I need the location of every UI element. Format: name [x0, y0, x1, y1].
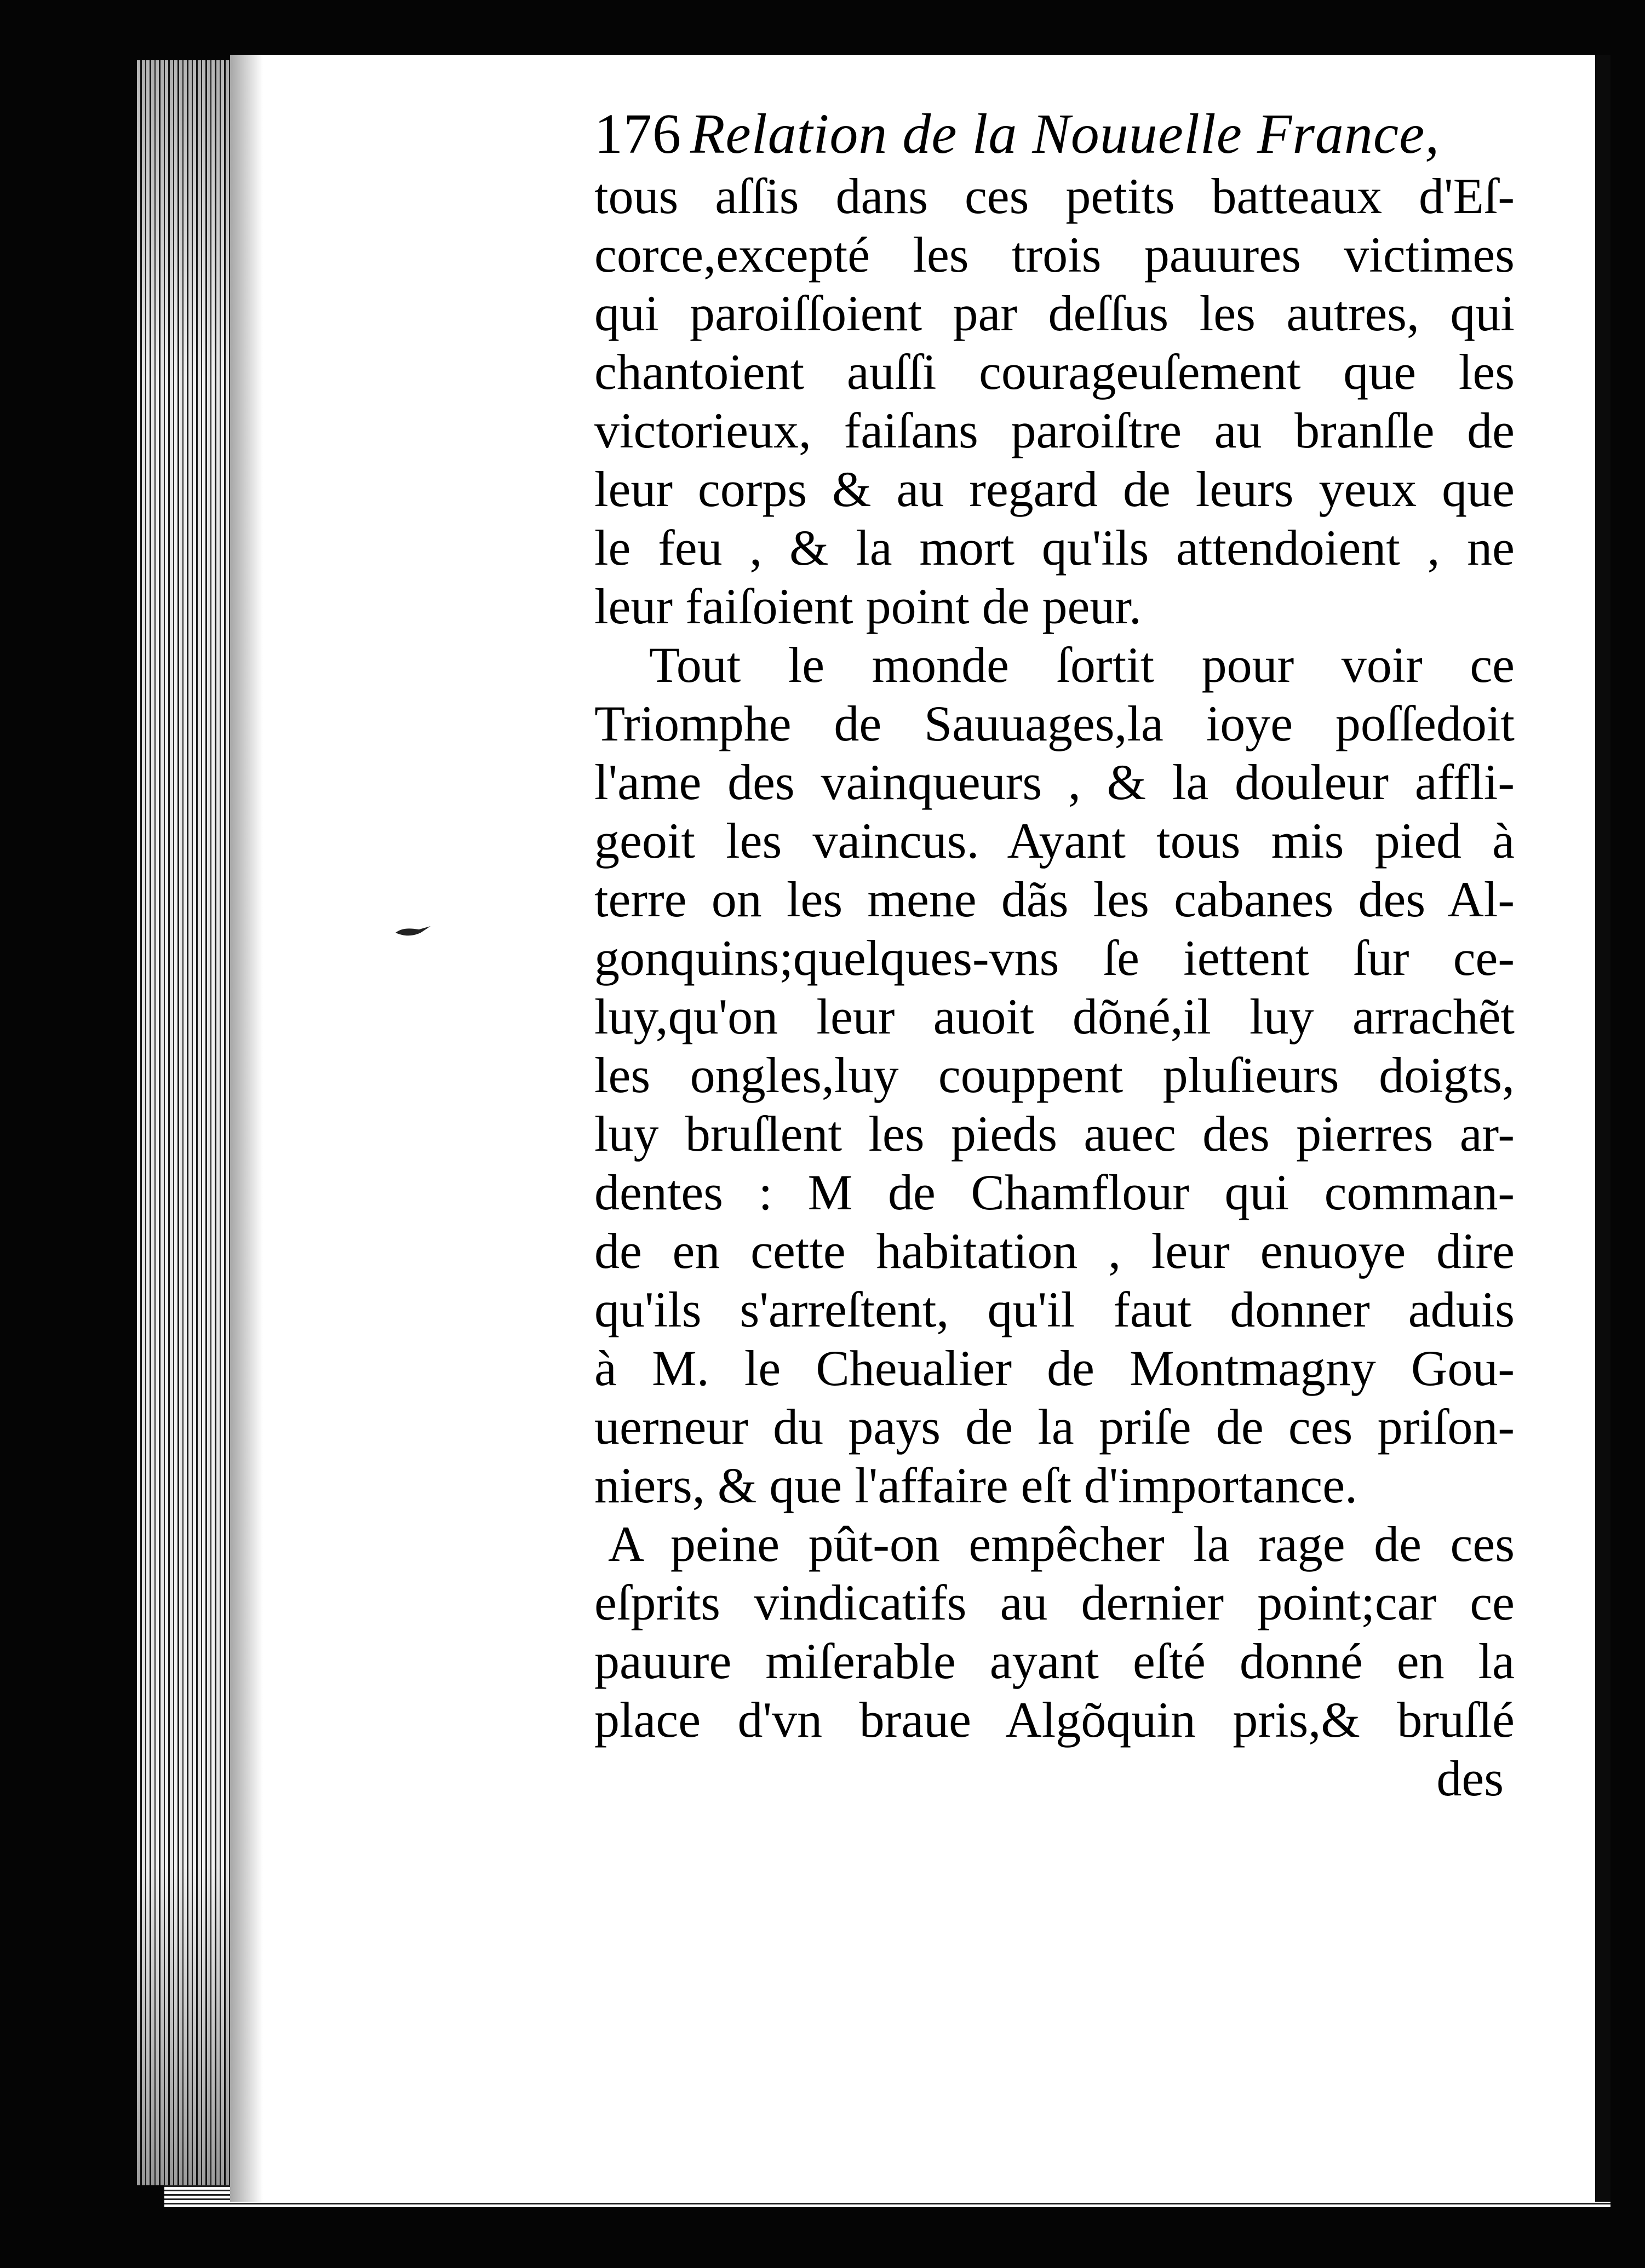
running-head	[594, 101, 1515, 167]
text-line: pauure miſerable ayant eſté donné en la	[594, 1633, 1515, 1689]
text-line: Triomphe de Sauuages,la ioye poſſedoit	[594, 696, 1515, 751]
text-line: gonquins;quelques-vns ſe iettent ſur ce-	[594, 930, 1515, 986]
catchword: des	[1436, 1750, 1504, 1806]
text-line: corce,excepté les trois pauures victimes	[594, 227, 1515, 283]
text-line: A peine pût-on empêcher la rage de ces	[608, 1516, 1515, 1572]
page-text	[594, 101, 1515, 1808]
book-page-edges	[137, 60, 241, 2185]
text-line: dentes : M de Chamflour qui comman-	[594, 1164, 1515, 1220]
paragraph-2	[594, 636, 1515, 1515]
text-line: chantoient auſſi courageuſement que les	[594, 344, 1515, 400]
running-title: Relation de la Nouuelle France,	[690, 102, 1440, 165]
text-line: terre on les mene dãs les cabanes des Al-	[594, 871, 1515, 927]
paragraph-1	[594, 167, 1515, 636]
paragraph-3	[594, 1515, 1515, 1749]
text-line: uerneur du pays de la priſe de ces priſon-	[594, 1399, 1515, 1455]
text-line: de en cette habitation , leur enuoye dire	[594, 1223, 1515, 1279]
text-line: victorieux, faiſans paroiſtre au branſle de	[594, 403, 1515, 458]
text-line: luy bruſlent les pieds auec des pierres ar-	[594, 1106, 1515, 1162]
text-line: Tout le monde ſortit pour voir ce	[649, 637, 1515, 693]
pointing-hand-mark	[394, 923, 433, 939]
text-line: qui paroiſſoient par deſſus les autres, qui	[594, 285, 1515, 341]
gutter-shadow	[230, 55, 263, 2202]
text-line: à M. le Cheualier de Montmagny Gou-	[594, 1340, 1515, 1396]
text-line: luy,qu'on leur auoit dõné,il luy arrachẽt	[594, 989, 1515, 1044]
text-line: eſprits vindicatifs au dernier point;car ce	[594, 1575, 1515, 1630]
text-line: leur corps & au regard de leurs yeux que	[594, 461, 1515, 517]
text-line: niers, & que l'affaire eſt d'importance.	[594, 1457, 1358, 1513]
text-line: place d'vn braue Algõquin pris,& bruſlé	[594, 1692, 1515, 1748]
text-line: les ongles,luy couppent pluſieurs doigts,	[594, 1047, 1515, 1103]
text-line: l'ame des vainqueurs , & la douleur affli-	[594, 754, 1515, 810]
text-line: tous aſſis dans ces petits batteaux d'Eſ-	[594, 168, 1515, 224]
page-number: 176	[594, 102, 681, 165]
text-line: geoit les vaincus. Ayant tous mis pied à	[594, 813, 1515, 869]
text-line: le feu , & la mort qu'ils attendoient , ne	[594, 520, 1515, 576]
text-line: leur faiſoient point de peur.	[594, 578, 1142, 634]
text-line: qu'ils s'arreſtent, qu'il faut donner aduis	[594, 1282, 1515, 1337]
